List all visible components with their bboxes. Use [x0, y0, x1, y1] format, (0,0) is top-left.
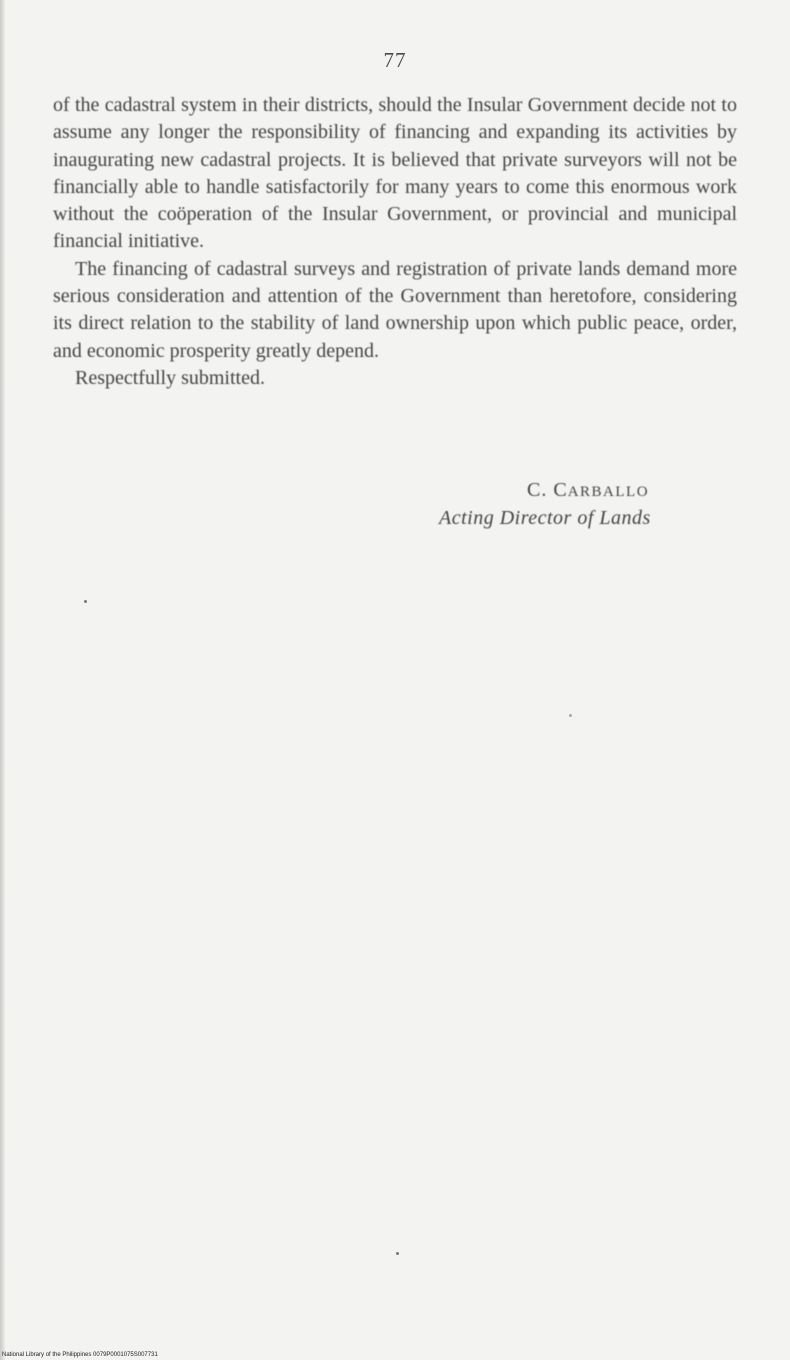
paragraph-continuation: of the cadastral system in their districts, should the Insular Government decide not to assume any longer the responsibility of financing and expanding its activities by inaugurating new cadastral projects. It is believed that private surveyors will not be financially able to handle satisfactorily for many years to come this enormous work without the coöperation of the Insular Government, or provincial and municipal financial initiative. [53, 94, 737, 253]
page-number: 77 [383, 48, 407, 72]
signatory-surname-smallcaps: ARBALLO [567, 484, 650, 500]
paper-speck [569, 714, 572, 717]
paragraph-financing: The financing of cadastral surveys and registration of private lands demand more serious consideration and attention of the Government than heretofore, considering its direct relation to the stability of land ownership upon which public peace, order, and economic prosperity greatly depend. [53, 257, 737, 362]
signatory-initial: C. C [527, 479, 568, 501]
closing-line: Respectfully submitted. [75, 366, 265, 389]
paper-speck [84, 600, 87, 603]
paper-speck [396, 1252, 399, 1255]
scan-footer: National Library of the Philippines 0079P0001075S007731 [2, 1352, 158, 1358]
page-binding-edge [0, 0, 5, 1360]
report-body [53, 92, 737, 392]
signatory-name [527, 479, 649, 502]
signatory-title: Acting Director of Lands [439, 507, 651, 529]
